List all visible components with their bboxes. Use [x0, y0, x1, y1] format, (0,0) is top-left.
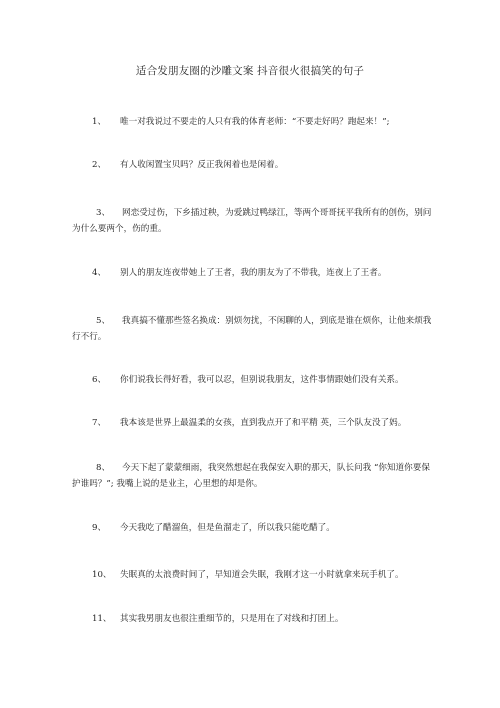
item-text: 我真搞不懂那些签名换成：别烦勿扰，不闲聊的人，到底是谁在烦你，让他来烦我行不行。: [72, 316, 432, 342]
list-item: [72, 520, 434, 536]
list-item: [72, 205, 434, 237]
item-text: 我本该是世界上最温柔的女孩，直到我点开了和平精 英，三个队友没了妈。: [120, 418, 407, 428]
item-text: 失眠真的太浪费时间了，早知道会失眠，我刚才这一小时就拿来玩手机了。: [120, 570, 404, 580]
item-number: 5、: [96, 316, 111, 326]
list-item: [72, 313, 434, 345]
item-number: 8、: [96, 463, 111, 473]
list-item: [72, 372, 434, 388]
item-text: 别人的朋友连夜带她上了王者，我的朋友为了不带我，连夜上了王者。: [120, 268, 387, 278]
item-number: 4、: [92, 268, 107, 278]
item-text: 今天下起了蒙蒙细雨，我突然想起在我保安入职的那天，队长问我 “你知道你要保护谁吗？”; 我嘴上说的是业主，心里想的却是你。: [72, 463, 430, 489]
item-text: 你们说我长得好看，我可以忍，但别说我朋友，这件事情跟她们没有关系。: [120, 375, 404, 385]
item-number: 1、: [92, 117, 107, 127]
item-text: 唯一对我说过不要走的人只有我的体育老师：“不要走好吗？跑起来！”;: [120, 117, 390, 127]
list-item: [72, 157, 434, 173]
item-number: 11、: [92, 614, 112, 624]
item-number: 10、: [92, 570, 112, 580]
item-text: 其实我男朋友也很注重细节的，只是用在了对线和打团上。: [120, 614, 344, 624]
document-title: 适合发朋友圈的沙雕文案 抖音很火很搞笑的句子: [135, 65, 365, 77]
item-number: 6、: [92, 375, 107, 385]
item-text: 今天我吃了醋溜鱼，但是鱼溜走了，所以我只能吃醋了。: [120, 523, 335, 533]
list-item: [72, 460, 434, 492]
item-number: 2、: [92, 160, 107, 170]
list-item: [72, 415, 434, 431]
list-item: [72, 265, 434, 281]
list-item: [72, 114, 434, 130]
item-text: 有人收闲置宝贝吗？反正我闲着也是闲着。: [120, 160, 284, 170]
item-text: 网恋受过伤，下乡插过秧，为爱跳过鸭绿江，等两个哥哥抚平我所有的创伤，别问为什么要两个，伤的重。: [72, 208, 432, 234]
list-item: [72, 567, 434, 583]
list-item: [72, 611, 434, 627]
item-number: 3、: [96, 208, 111, 218]
item-number: 7、: [92, 418, 107, 428]
item-number: 9、: [92, 523, 107, 533]
